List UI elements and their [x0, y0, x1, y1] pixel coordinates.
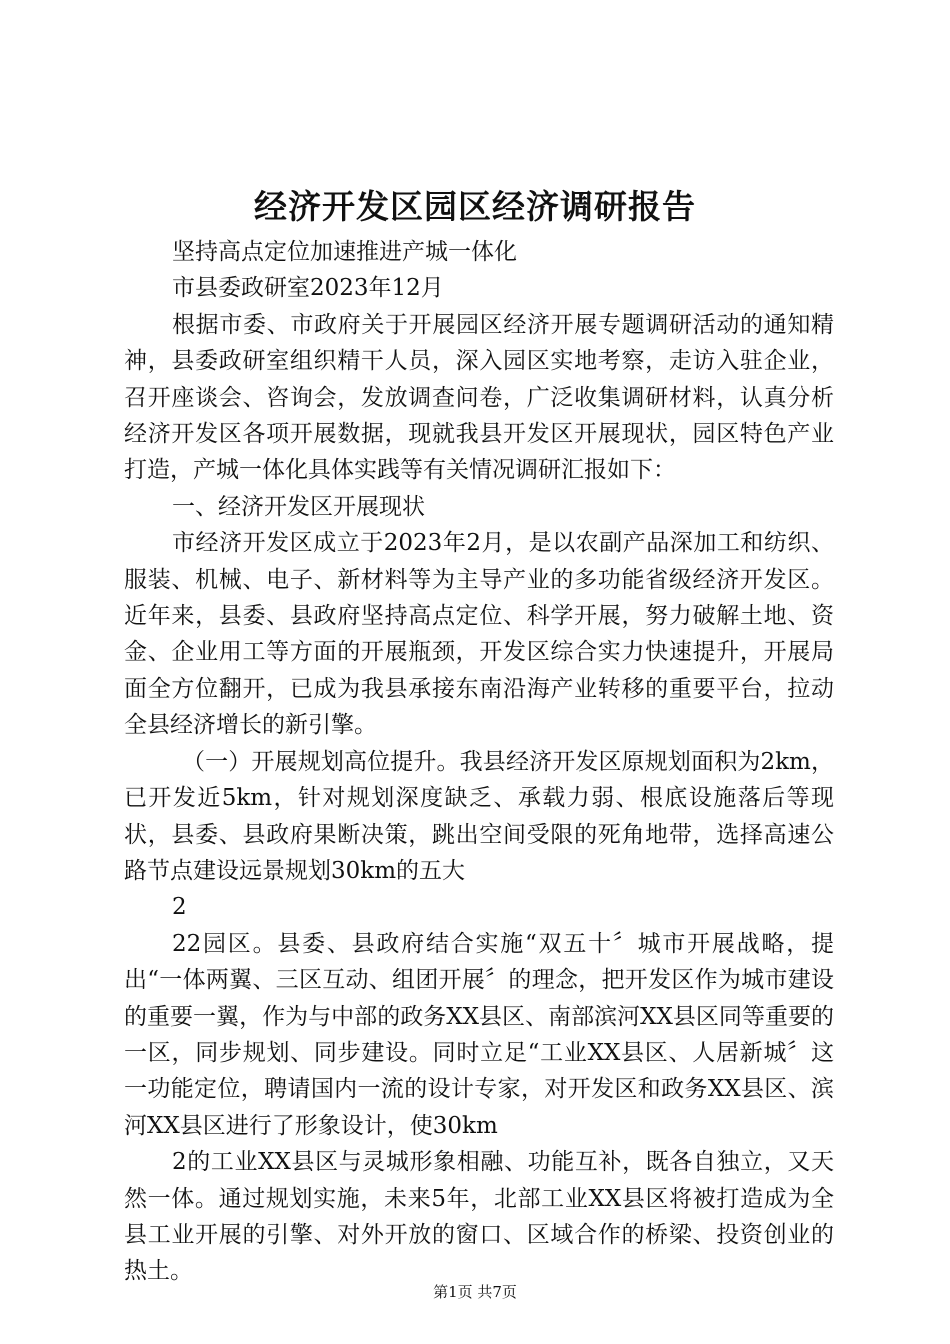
document-body: [124, 234, 834, 1290]
subsection-paragraph: （一）开展规划高位提升。我县经济开发区原规划面积为2km，已开发近5km，针对规划深度缺乏、承载力弱、根底设施落后等现状，县委、县政府果断决策，跳出空间受限的死角地带，选择高速公路节点建设远景规划30km的五大: [124, 748, 834, 884]
author-date-paragraph: 市县委政研室2023年12月: [172, 275, 444, 302]
body-paragraph: 2: [172, 894, 187, 921]
page-number-footer: 第1页 共7页: [433, 1283, 517, 1301]
subtitle-paragraph: 坚持高点定位加速推进产城一体化: [172, 239, 517, 265]
section-heading: 一、经济开发区开展现状: [172, 493, 425, 520]
body-paragraph: 市经济开发区成立于2023年2月，是以农副产品深加工和纺织、服装、机械、电子、新材料等为主导产业的多功能省级经济开发区。近年来，县委、县政府坚持高点定位、科学开展，努力破解土地、资金、企业用工等方面的开展瓶颈，开发区综合实力快速提升，开展局面全方位翻开，已成为我县承接东南沿海产业转移的重要平台，拉动全县经济增长的新引擎。: [124, 530, 834, 739]
body-paragraph: 2的工业XX县区与灵城形象相融、功能互补，既各自独立，又天然一体。通过规划实施，未来5年，北部工业XX县区将被打造成为全县工业开展的引擎、对外开放的窗口、区域合作的桥梁、投资创业的热土。: [124, 1149, 834, 1285]
intro-paragraph: 根据市委、市政府关于开展园区经济开展专题调研活动的通知精神，县委政研室组织精干人员，深入园区实地考察，走访入驻企业，召开座谈会、咨询会，发放调查问卷，广泛收集调研材料，认真分析经济开发区各项开展数据，现就我县开发区开展现状，园区特色产业打造，产城一体化具体实践等有关情况调研汇报如下：: [124, 311, 834, 484]
body-paragraph: 22园区。县委、县政府结合实施“双五十〞城市开展战略，提出“一体两翼、三区互动、组团开展〞的理念，把开发区作为城市建设的重要一翼，作为与中部的政务XX县区、南部滨河XX县区同等重要的一区，同步规划、同步建设。同时立足“工业XX县区、人居新城〞这一功能定位，聘请国内一流的设计专家，对开发区和政务XX县区、滨河XX县区进行了形象设计，使30km: [124, 930, 834, 1139]
document-title: 经济开发区园区经济调研报告: [254, 187, 696, 226]
